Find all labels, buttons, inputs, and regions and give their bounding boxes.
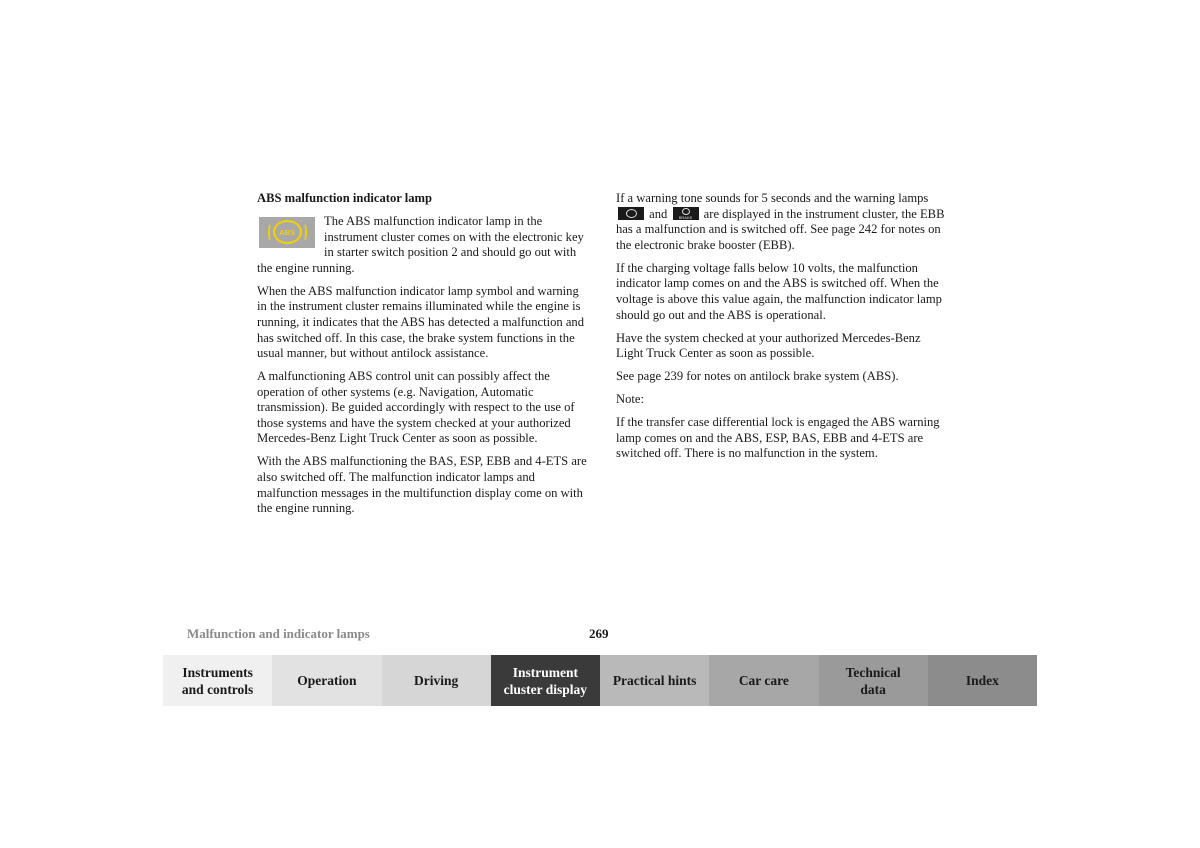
tab-practical-hints[interactable]: Practical hints <box>600 655 709 706</box>
abs-circle-icon: ABS <box>273 220 302 244</box>
tab-driving[interactable]: Driving <box>382 655 491 706</box>
note-label: Note: <box>616 392 644 407</box>
warning-tone-text-a: If a warning tone sounds for 5 seconds and the warning lamps <box>616 191 929 205</box>
page-number: 269 <box>589 626 609 641</box>
paragraph-1: The ABS malfunction indicator lamp in the instrument cluster comes on with the electronic key in starter switch position 2 and should go out with the engine running. <box>257 213 584 275</box>
brake-lamp-icon <box>673 207 699 220</box>
tab-instrument-cluster-display[interactable]: Instrument cluster display <box>491 655 600 706</box>
footer-section-title: Malfunction and indicator lamps <box>187 626 370 641</box>
tab-index[interactable]: Index <box>928 655 1037 706</box>
chapter-nav-bar <box>163 655 1037 706</box>
left-column <box>257 191 587 524</box>
warning-tone-and: and <box>649 206 668 221</box>
paragraph-charging-voltage: If the charging voltage falls below 10 volts, the malfunction indicator lamp comes on and the ABS is switched off. When the voltage is above this value again, the malfunction indicator lamp should go out and the ABS is operational. <box>616 260 942 322</box>
section-heading: ABS malfunction indicator lamp <box>257 191 433 205</box>
paragraph-see-page: See page 239 for notes on antilock brake system (ABS). <box>616 369 899 384</box>
warning-tone-text-b: are displayed in the instrument cluster, the EBB has a malfunction and is switched off. See page 242 for notes on the electronic brake booster (EBB). <box>616 206 945 252</box>
right-column <box>616 191 946 469</box>
tab-technical-data[interactable]: Technical data <box>819 655 928 706</box>
paragraph-4: With the ABS malfunctioning the BAS, ESP, EBB and 4-ETS are also switched off. The malfunction indicator lamps and malfunction messages in the multifunction display come on with the engine running. <box>257 454 587 516</box>
tab-instruments-and-controls[interactable]: Instruments and controls <box>163 655 272 706</box>
paragraph-have-checked: Have the system checked at your authorized Mercedes-Benz Light Truck Center as soon as possible. <box>616 330 921 361</box>
paragraph-note: If the transfer case differential lock is engaged the ABS warning lamp comes on and the ABS, ESP, BAS, EBB and 4-ETS are switched off. There is no malfunction in the system. <box>616 415 940 461</box>
ebb-lamp-icon <box>618 207 644 220</box>
brake-lamp-text: BRAKE <box>678 214 693 220</box>
paragraph-2: When the ABS malfunction indicator lamp symbol and warning in the instrument cluster remains illuminated while the engine is running, it indicates that the ABS has detected a malfunction and has switched off. In this case, the brake system functions in the usual manner, but without antilock assistance. <box>257 283 585 361</box>
paragraph-warning-tone <box>616 191 946 253</box>
tab-operation[interactable]: Operation <box>272 655 381 706</box>
tab-car-care[interactable]: Car care <box>709 655 818 706</box>
abs-warning-icon <box>259 217 315 248</box>
paragraph-3: A malfunctioning ABS control unit can possibly affect the operation of other systems (e.g. Navigation, Automatic transmission). Be guided accordingly with respect to the use of those systems and have the system checked at your authorized Mercedes-Benz Light Truck Center as soon as possible. <box>257 369 575 446</box>
